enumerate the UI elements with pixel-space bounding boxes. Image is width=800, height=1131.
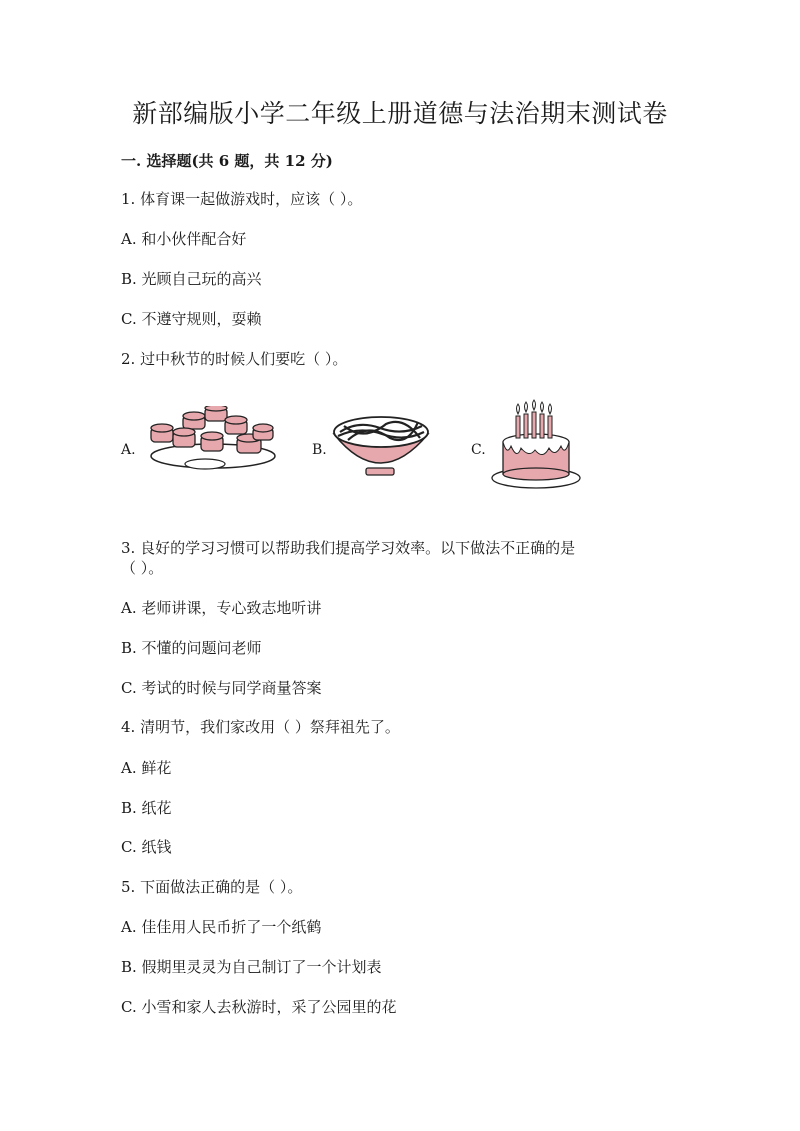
question-2-option-b[interactable]: B. bbox=[312, 442, 327, 458]
question-3-option-c[interactable]: C. 考试的时候与同学商量答案 bbox=[121, 679, 322, 697]
noodle-bowl-icon bbox=[328, 412, 433, 478]
question-2-option-c[interactable]: C. bbox=[471, 442, 486, 458]
question-3-option-b[interactable]: B. 不懂的问题问老师 bbox=[121, 639, 262, 657]
question-4-option-c[interactable]: C. 纸钱 bbox=[121, 838, 172, 856]
page-title: 新部编版小学二年级上册道德与法治期末测试卷 bbox=[132, 99, 668, 128]
question-4-stem: 4. 清明节，我们家改用（ ）祭拜祖先了。 bbox=[121, 718, 400, 736]
question-5-option-a[interactable]: A. 佳佳用人民币折了一个纸鹤 bbox=[121, 918, 322, 936]
question-4-option-b[interactable]: B. 纸花 bbox=[121, 799, 172, 817]
question-2-option-a[interactable]: A. bbox=[121, 442, 136, 458]
question-2-stem: 2. 过中秋节的时候人们要吃（ ）。 bbox=[121, 350, 348, 368]
mooncakes-icon bbox=[143, 406, 278, 474]
question-1-option-a[interactable]: A. 和小伙伴配合好 bbox=[121, 230, 247, 248]
question-4-option-a[interactable]: A. 鲜花 bbox=[121, 759, 172, 777]
question-1-stem: 1. 体育课一起做游戏时，应该（ ）。 bbox=[121, 190, 363, 208]
question-3-stem-blank: （ ）。 bbox=[121, 559, 164, 577]
birthday-cake-icon bbox=[489, 398, 585, 494]
question-5-stem: 5. 下面做法正确的是（ ）。 bbox=[121, 878, 303, 896]
question-1-option-c[interactable]: C. 不遵守规则，耍赖 bbox=[121, 310, 262, 328]
question-1-option-b[interactable]: B. 光顾自己玩的高兴 bbox=[121, 270, 262, 288]
question-2-pictures bbox=[121, 398, 601, 498]
question-3-option-a[interactable]: A. 老师讲课，专心致志地听讲 bbox=[121, 599, 322, 617]
question-3-stem: 3. 良好的学习习惯可以帮助我们提高学习效率。以下做法不正确的是 bbox=[121, 539, 576, 557]
question-5-option-b[interactable]: B. 假期里灵灵为自己制订了一个计划表 bbox=[121, 958, 382, 976]
question-5-option-c[interactable]: C. 小雪和家人去秋游时，采了公园里的花 bbox=[121, 998, 397, 1016]
section-heading: 一. 选择题(共 6 题，共 12 分) bbox=[121, 152, 333, 170]
